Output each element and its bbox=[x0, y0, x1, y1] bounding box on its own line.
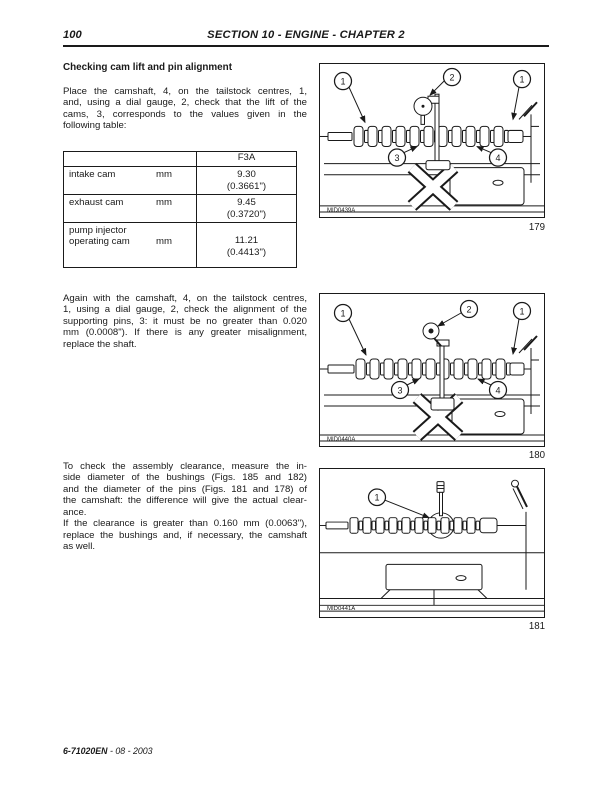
table-row bbox=[64, 195, 297, 223]
svg-text:2: 2 bbox=[466, 304, 472, 315]
row-label-cell bbox=[64, 167, 197, 195]
camshaft-drawing bbox=[320, 126, 531, 146]
table-header-row bbox=[64, 152, 297, 167]
edition-date: - 08 - 2003 bbox=[109, 746, 153, 756]
row-label: pump injector bbox=[69, 225, 127, 236]
value-inch: (0.3661") bbox=[226, 180, 267, 192]
page-footer bbox=[63, 746, 153, 756]
value-inch: (0.4413") bbox=[226, 246, 267, 258]
callout-badge-tailstock-right bbox=[514, 71, 531, 88]
callout-badge-journal bbox=[369, 489, 386, 506]
svg-text:1: 1 bbox=[340, 308, 346, 319]
camshaft-drawing bbox=[320, 359, 531, 379]
v-block-icon bbox=[412, 168, 454, 206]
callout-badge-tailstock-left bbox=[335, 73, 352, 90]
row-value-cell bbox=[197, 195, 297, 223]
figure-image-code: MID0441A bbox=[327, 606, 356, 613]
page-number: 100 bbox=[63, 29, 82, 41]
callout-badge-pin bbox=[392, 382, 409, 399]
row-unit: mm bbox=[156, 197, 172, 208]
text-line: To check the assembly clearance, measure the in- bbox=[63, 461, 307, 472]
camshaft-dial-gauge-lift-drawing bbox=[320, 64, 544, 217]
row-label-cell bbox=[64, 195, 197, 223]
text-line: the camshaft: the difference will give the actual clear- bbox=[63, 495, 307, 507]
figure-number: 179 bbox=[528, 222, 545, 233]
callout-badge-camshaft bbox=[490, 382, 507, 399]
row-value-cell bbox=[197, 223, 297, 268]
text-line: Place the camshaft, 4, on the tailstock centres, 1, bbox=[63, 86, 307, 97]
text-line: and, using a dial gauge, 2, check that the lift of the bbox=[63, 97, 307, 109]
svg-text:4: 4 bbox=[495, 385, 501, 396]
text-line: cams, 3, corresponds to the values given in the bbox=[63, 108, 307, 120]
row-label: exhaust cam bbox=[69, 197, 124, 208]
camshaft-drawing bbox=[320, 518, 526, 534]
text-line: replace the shaft. bbox=[63, 338, 137, 350]
table-row bbox=[64, 223, 297, 268]
text-line: side diameter of the bushings (Figs. 185 and 182) bbox=[63, 472, 307, 484]
svg-text:1: 1 bbox=[519, 74, 525, 85]
svg-text:2: 2 bbox=[449, 72, 455, 83]
lathe-bed-drawing bbox=[320, 553, 544, 611]
row-unit: mm bbox=[156, 169, 172, 180]
table-corner-cell bbox=[64, 152, 197, 167]
row-unit: mm bbox=[156, 236, 172, 248]
text-line: replace the bushings and, if necessary, the camshaft bbox=[63, 529, 307, 541]
procedure-heading: Checking cam lift and pin alignment bbox=[63, 62, 232, 73]
publication-code: 6-71020EN bbox=[63, 746, 108, 756]
text-line: following table: bbox=[63, 120, 127, 132]
measuring-pin-icon bbox=[437, 482, 444, 516]
svg-text:4: 4 bbox=[495, 152, 501, 163]
svg-text:1: 1 bbox=[519, 306, 525, 317]
figure-number: 180 bbox=[528, 450, 545, 461]
callout-badge-dial-gauge bbox=[461, 301, 478, 318]
section-title: SECTION 10 - ENGINE - CHAPTER 2 bbox=[207, 29, 405, 41]
table-row bbox=[64, 167, 297, 195]
value-mm: 9.30 bbox=[237, 169, 256, 180]
figure-181-box bbox=[319, 468, 545, 618]
callout-badge-tailstock-right bbox=[514, 303, 531, 320]
paragraph-assembly-clearance bbox=[63, 461, 307, 553]
text-line: 1, using a dial gauge, 2, check the alignment of the bbox=[63, 304, 307, 316]
value-mm: 11.21 bbox=[234, 235, 259, 246]
svg-text:3: 3 bbox=[394, 152, 400, 163]
text-line: and the diameter of the pins (Figs. 181 and 178) of bbox=[63, 483, 307, 495]
camshaft-journal-drawing bbox=[320, 469, 544, 617]
camshaft-pin-alignment-drawing bbox=[320, 294, 544, 446]
text-line: If the clearance is greater than 0.160 mm (0.0063"), bbox=[63, 518, 307, 530]
figure-180-box bbox=[319, 293, 545, 447]
svg-text:1: 1 bbox=[340, 76, 346, 87]
svg-text:3: 3 bbox=[397, 385, 403, 396]
figure-179-box bbox=[319, 63, 545, 218]
text-line: as well. bbox=[63, 541, 95, 553]
row-label-line2: operating cam bbox=[69, 236, 130, 248]
header-rule bbox=[63, 45, 549, 47]
row-value-cell bbox=[197, 167, 297, 195]
value-mm: 9.45 bbox=[237, 197, 256, 208]
figure-image-code: MID0440A bbox=[327, 437, 356, 443]
value-inch: (0.3720") bbox=[226, 208, 267, 220]
cam-lift-spec-table bbox=[63, 151, 297, 268]
text-line: Again with the camshaft, 4, on the tailstock centres, bbox=[63, 293, 307, 304]
figure-number: 181 bbox=[528, 621, 545, 632]
callout-badge-tailstock-left bbox=[335, 305, 352, 322]
text-line: ance. bbox=[63, 506, 87, 518]
callout-badge-cam bbox=[389, 149, 406, 166]
paragraph-pin-alignment bbox=[63, 293, 307, 350]
row-label-cell bbox=[64, 223, 197, 268]
paragraph-cam-lift bbox=[63, 86, 307, 132]
tailstock-drawing bbox=[512, 480, 528, 590]
figure-image-code: MID0439A bbox=[327, 207, 356, 214]
text-line: mm (0.0008"). If there is any greater misalignment, bbox=[63, 327, 307, 339]
row-label: intake cam bbox=[69, 169, 116, 180]
callout-badge-dial-gauge bbox=[444, 69, 461, 86]
text-line: supporting pins, 3: it must be no greater than 0.020 bbox=[63, 315, 307, 327]
engine-model-header: F3A bbox=[197, 152, 297, 167]
callout-badge-camshaft bbox=[490, 149, 507, 166]
svg-text:1: 1 bbox=[374, 492, 380, 503]
